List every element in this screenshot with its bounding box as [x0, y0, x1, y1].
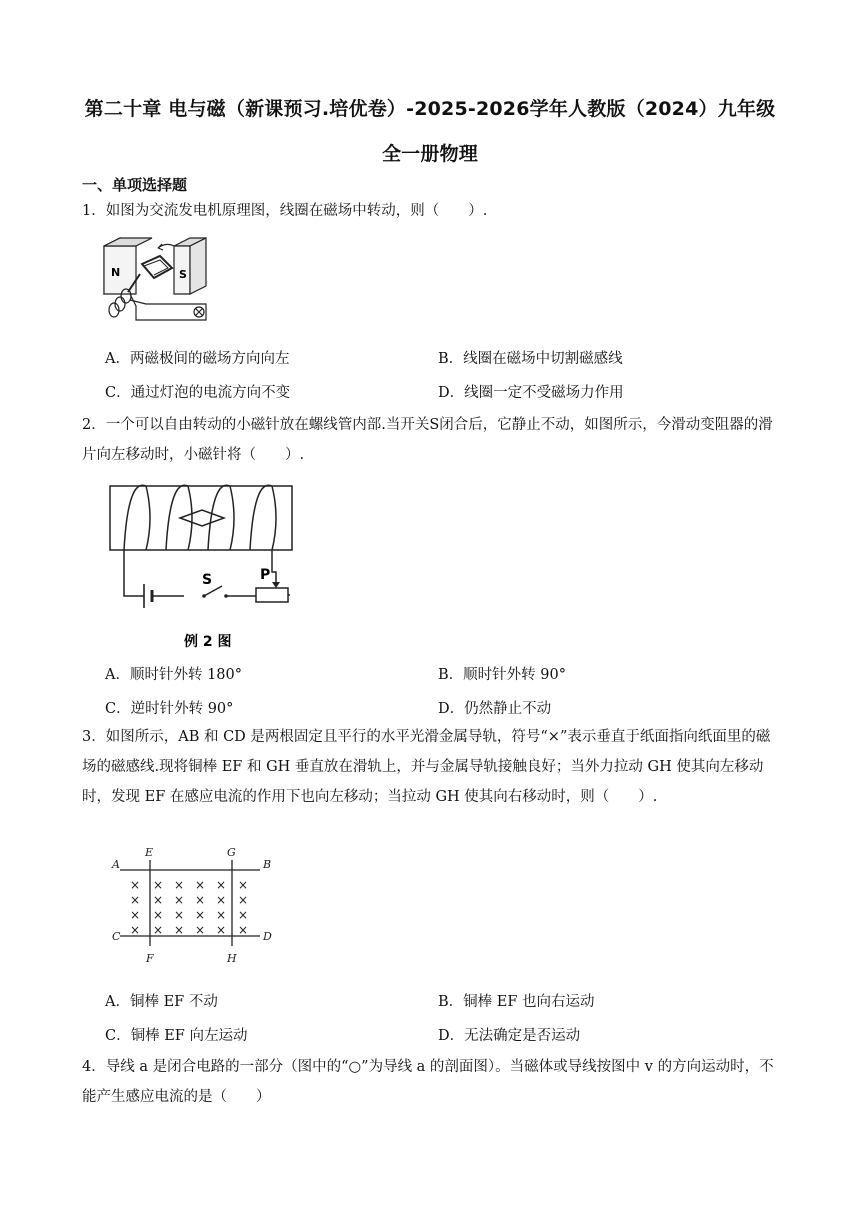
field-cross-mark: ×: [130, 923, 141, 937]
field-cross-mark: ×: [174, 908, 185, 922]
field-cross-mark: ×: [238, 908, 249, 922]
field-cross-mark: ×: [130, 893, 141, 907]
magnet-south-label: S: [179, 268, 187, 281]
question-2-stem: 2．一个可以自由转动的小磁针放在螺线管内部.当开关S闭合后，它静止不动，如图所示，今滑动变阻器的滑片向左移动时，小磁针将（ ）.: [82, 417, 773, 463]
question-3-stem: 3．如图所示，AB 和 CD 是两根固定且平行的水平光滑金属导轨，符号“×”表示垂直于纸面指向纸面里的磁场的磁感线.现将铜棒 EF 和 GH 垂直放在滑轨上，并与金属导轨接触良好；当外力拉动 GH 使其向左移动时，发现 EF 在感应电流的作用下也向左移动；当拉动 GH 使其向右移动时，则（ ）.: [82, 729, 771, 805]
question-2-option-c[interactable]: C．逆时针外转 90°: [105, 701, 234, 717]
solenoid-diagram: [104, 478, 304, 656]
field-cross-mark: ×: [195, 893, 206, 907]
field-cross-mark: ×: [238, 893, 249, 907]
field-cross-mark: ×: [153, 878, 164, 892]
rail-label-c: C: [112, 930, 121, 943]
rod-label-g: G: [227, 846, 236, 859]
question-1-option-d[interactable]: D．线圈一定不受磁场力作用: [438, 385, 624, 401]
field-cross-mark: ×: [216, 908, 227, 922]
field-cross-mark: ×: [195, 878, 206, 892]
rail-label-a: A: [112, 858, 120, 871]
question-3-option-b[interactable]: B．铜棒 EF 也向右运动: [438, 994, 595, 1010]
document-title-line-1: 第二十章 电与磁（新课预习.培优卷）-2025-2026学年人教版（2024）九年级: [84, 98, 776, 120]
rod-label-e: E: [145, 846, 154, 859]
field-cross-mark: ×: [153, 923, 164, 937]
field-cross-mark: ×: [130, 878, 141, 892]
question-3-option-c[interactable]: C．铜棒 EF 向左运动: [105, 1028, 248, 1044]
field-cross-mark: ×: [153, 908, 164, 922]
field-cross-mark: ×: [216, 923, 227, 937]
question-3-option-d[interactable]: D．无法确定是否运动: [438, 1028, 581, 1044]
question-2-option-b[interactable]: B．顺时针外转 90°: [438, 667, 566, 683]
rod-label-f: F: [146, 952, 154, 965]
rail-label-d: D: [263, 930, 272, 943]
magnet-north-label: N: [111, 266, 121, 279]
question-4-stem: 4．导线 a 是闭合电路的一部分（图中的“○”为导线 a 的剖面图）。当磁体或导线按图中 v 的方向运动时，不能产生感应电流的是（ ）: [82, 1059, 774, 1105]
field-cross-mark: ×: [238, 878, 249, 892]
field-cross-mark: ×: [195, 908, 206, 922]
field-cross-mark: ×: [130, 908, 141, 922]
field-cross-mark: ×: [174, 878, 185, 892]
field-cross-mark: ×: [216, 893, 227, 907]
field-cross-mark: ×: [216, 878, 227, 892]
figure-caption: 例 2 图: [184, 634, 232, 650]
field-cross-mark: ×: [153, 893, 164, 907]
field-cross-mark: ×: [174, 893, 185, 907]
section-heading: 一、单项选择题: [82, 176, 188, 194]
question-1-option-b[interactable]: B．线圈在磁场中切割磁感线: [438, 351, 623, 367]
question-2-option-d[interactable]: D．仍然静止不动: [438, 701, 552, 717]
switch-label: S: [202, 572, 213, 588]
question-2-option-a[interactable]: A．顺时针外转 180°: [105, 667, 243, 683]
generator-diagram: [100, 234, 210, 328]
rail-label-b: B: [263, 858, 272, 871]
slider-label: P: [260, 567, 271, 583]
field-cross-mark: ×: [195, 923, 206, 937]
question-1-option-a[interactable]: A．两磁极间的磁场方向向左: [105, 351, 290, 367]
field-cross-mark: ×: [174, 923, 185, 937]
rod-label-h: H: [227, 952, 237, 965]
question-1-option-c[interactable]: C．通过灯泡的电流方向不变: [105, 385, 291, 401]
field-cross-mark: ×: [238, 923, 249, 937]
rails-diagram: [108, 842, 288, 972]
document-title-line-2: 全一册物理: [381, 143, 478, 165]
question-1-stem: 1．如图为交流发电机原理图，线圈在磁场中转动，则（ ）.: [82, 203, 488, 219]
question-3-option-a[interactable]: A．铜棒 EF 不动: [105, 994, 218, 1010]
